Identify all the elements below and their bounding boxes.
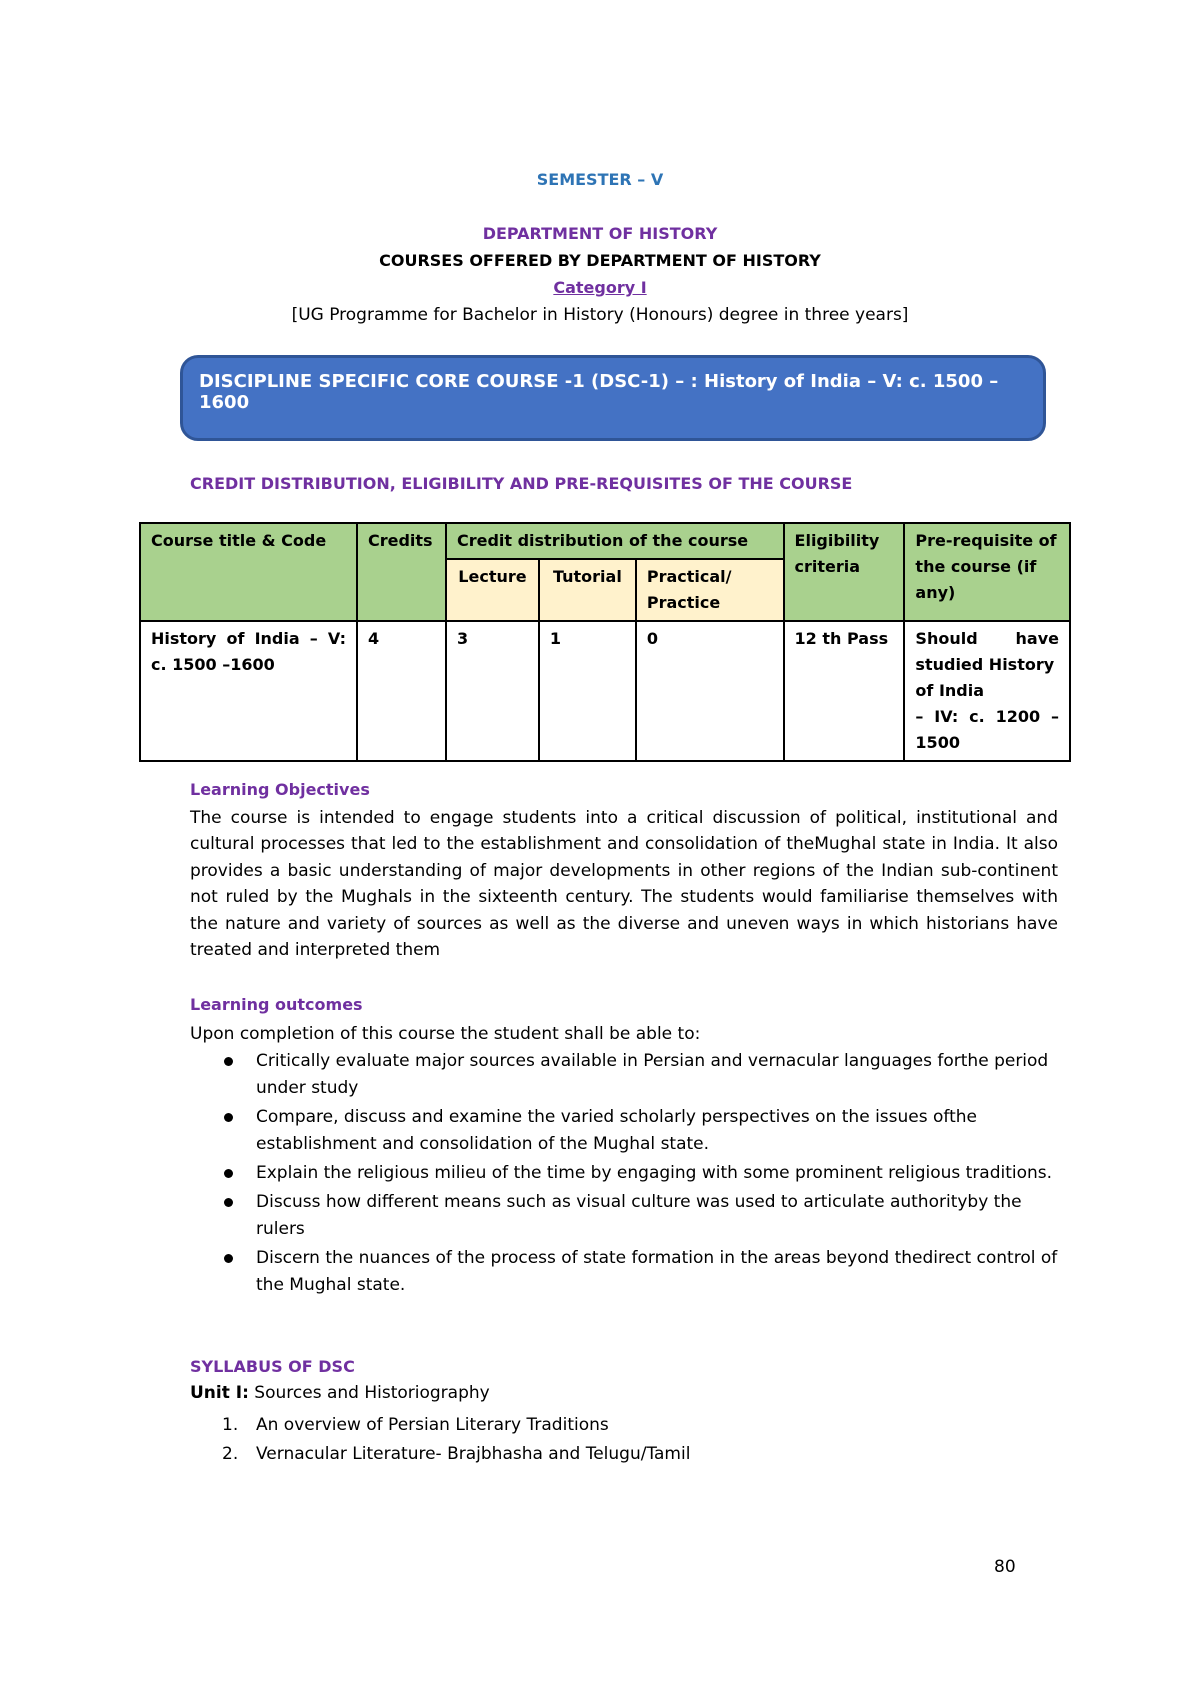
- semester-heading: SEMESTER – V: [536, 170, 664, 189]
- prereq-line-3: of India: [915, 681, 985, 700]
- list-item: Discuss how different means such as visual culture was used to articulate authorityby the rulers: [190, 1189, 1058, 1243]
- credit-table: [139, 522, 1071, 762]
- list-item: Compare, discuss and examine the varied scholarly perspectives on the issues ofthe establishment and consolidation of the Mughal state.: [190, 1104, 1058, 1158]
- prereq-line-1: Should have: [915, 629, 1059, 648]
- bullet-icon: [224, 1169, 233, 1178]
- course-title-line-2: c. 1500 –1600: [151, 655, 275, 674]
- header-prerequisite: Pre-requisite of the course (if any): [904, 523, 1070, 621]
- unit-heading: [190, 1383, 490, 1403]
- course-banner: [180, 355, 1046, 441]
- department-heading: DEPARTMENT OF HISTORY: [482, 224, 718, 243]
- list-item: Explain the religious milieu of the time by engaging with some prominent religious traditions.: [190, 1160, 1058, 1187]
- header-course-title: Course title & Code: [140, 523, 357, 621]
- syllabus-title: SYLLABUS OF DSC: [190, 1357, 355, 1376]
- bullet-icon: [224, 1057, 233, 1066]
- cell-prerequisite: [904, 621, 1070, 761]
- learning-outcomes-title: Learning outcomes: [190, 995, 363, 1014]
- cell-tutorial: 1: [539, 621, 636, 761]
- cell-course-title: [140, 621, 357, 761]
- list-item: Critically evaluate major sources available in Persian and vernacular languages forthe period under study: [190, 1048, 1058, 1102]
- courses-offered-heading: COURSES OFFERED BY DEPARTMENT OF HISTORY: [379, 251, 821, 270]
- bullet-icon: [224, 1113, 233, 1122]
- list-item: Discern the nuances of the process of state formation in the areas beyond thedirect control of the Mughal state.: [190, 1245, 1058, 1299]
- learning-objectives-title: Learning Objectives: [190, 780, 370, 799]
- prereq-line-2: studied History: [915, 655, 1055, 674]
- header-credits: Credits: [357, 523, 446, 621]
- list-item: 1. An overview of Persian Literary Traditions: [222, 1415, 609, 1435]
- unit-title: Sources and Historiography: [248, 1383, 490, 1403]
- cell-lecture: 3: [446, 621, 539, 761]
- prereq-line-5: 1500: [915, 733, 960, 752]
- course-title-line-1: History of India – V:: [151, 629, 346, 648]
- page-number: 80: [994, 1557, 1016, 1577]
- header-eligibility: Eligibility criteria: [784, 523, 905, 621]
- cell-credits: 4: [357, 621, 446, 761]
- category-heading: Category I: [553, 278, 647, 297]
- programme-line: [UG Programme for Bachelor in History (Honours) degree in three years]: [291, 305, 909, 325]
- header-tutorial: Tutorial: [539, 559, 636, 621]
- bullet-icon: [224, 1254, 233, 1263]
- cell-practical: 0: [636, 621, 784, 761]
- cell-eligibility: 12 th Pass: [784, 621, 905, 761]
- header-practical: Practical/ Practice: [636, 559, 784, 621]
- course-banner-text: DISCIPLINE SPECIFIC CORE COURSE -1 (DSC-1) – : History of India – V: c. 1500 – 1600: [199, 371, 999, 413]
- list-item: 2. Vernacular Literature- Brajbhasha and Telugu/Tamil: [222, 1444, 691, 1464]
- learning-objectives-text: The course is intended to engage students into a critical discussion of political, institutional and cultural processes that led to the establishment and consolidation of theMughal state in India. It also provides a basic understanding of major developments in other regions of the Indian sub-continent not ruled by the Mughals in the sixteenth century. The students would familiarise themselves with the nature and variety of sources as well as the diverse and uneven ways in which historians have treated and interpreted them: [190, 808, 1058, 961]
- syllabus-list: [190, 1411, 690, 1469]
- header-credit-distribution: Credit distribution of the course: [446, 523, 784, 559]
- prereq-line-4: – IV: c. 1200 –: [915, 707, 1059, 726]
- unit-label: Unit I:: [190, 1383, 249, 1403]
- bullet-icon: [224, 1198, 233, 1207]
- learning-outcomes-intro: Upon completion of this course the student shall be able to:: [190, 1024, 701, 1044]
- learning-outcomes-list: [190, 1048, 1058, 1301]
- credit-section-title: CREDIT DISTRIBUTION, ELIGIBILITY AND PRE-REQUISITES OF THE COURSE: [190, 474, 853, 493]
- header-lecture: Lecture: [446, 559, 539, 621]
